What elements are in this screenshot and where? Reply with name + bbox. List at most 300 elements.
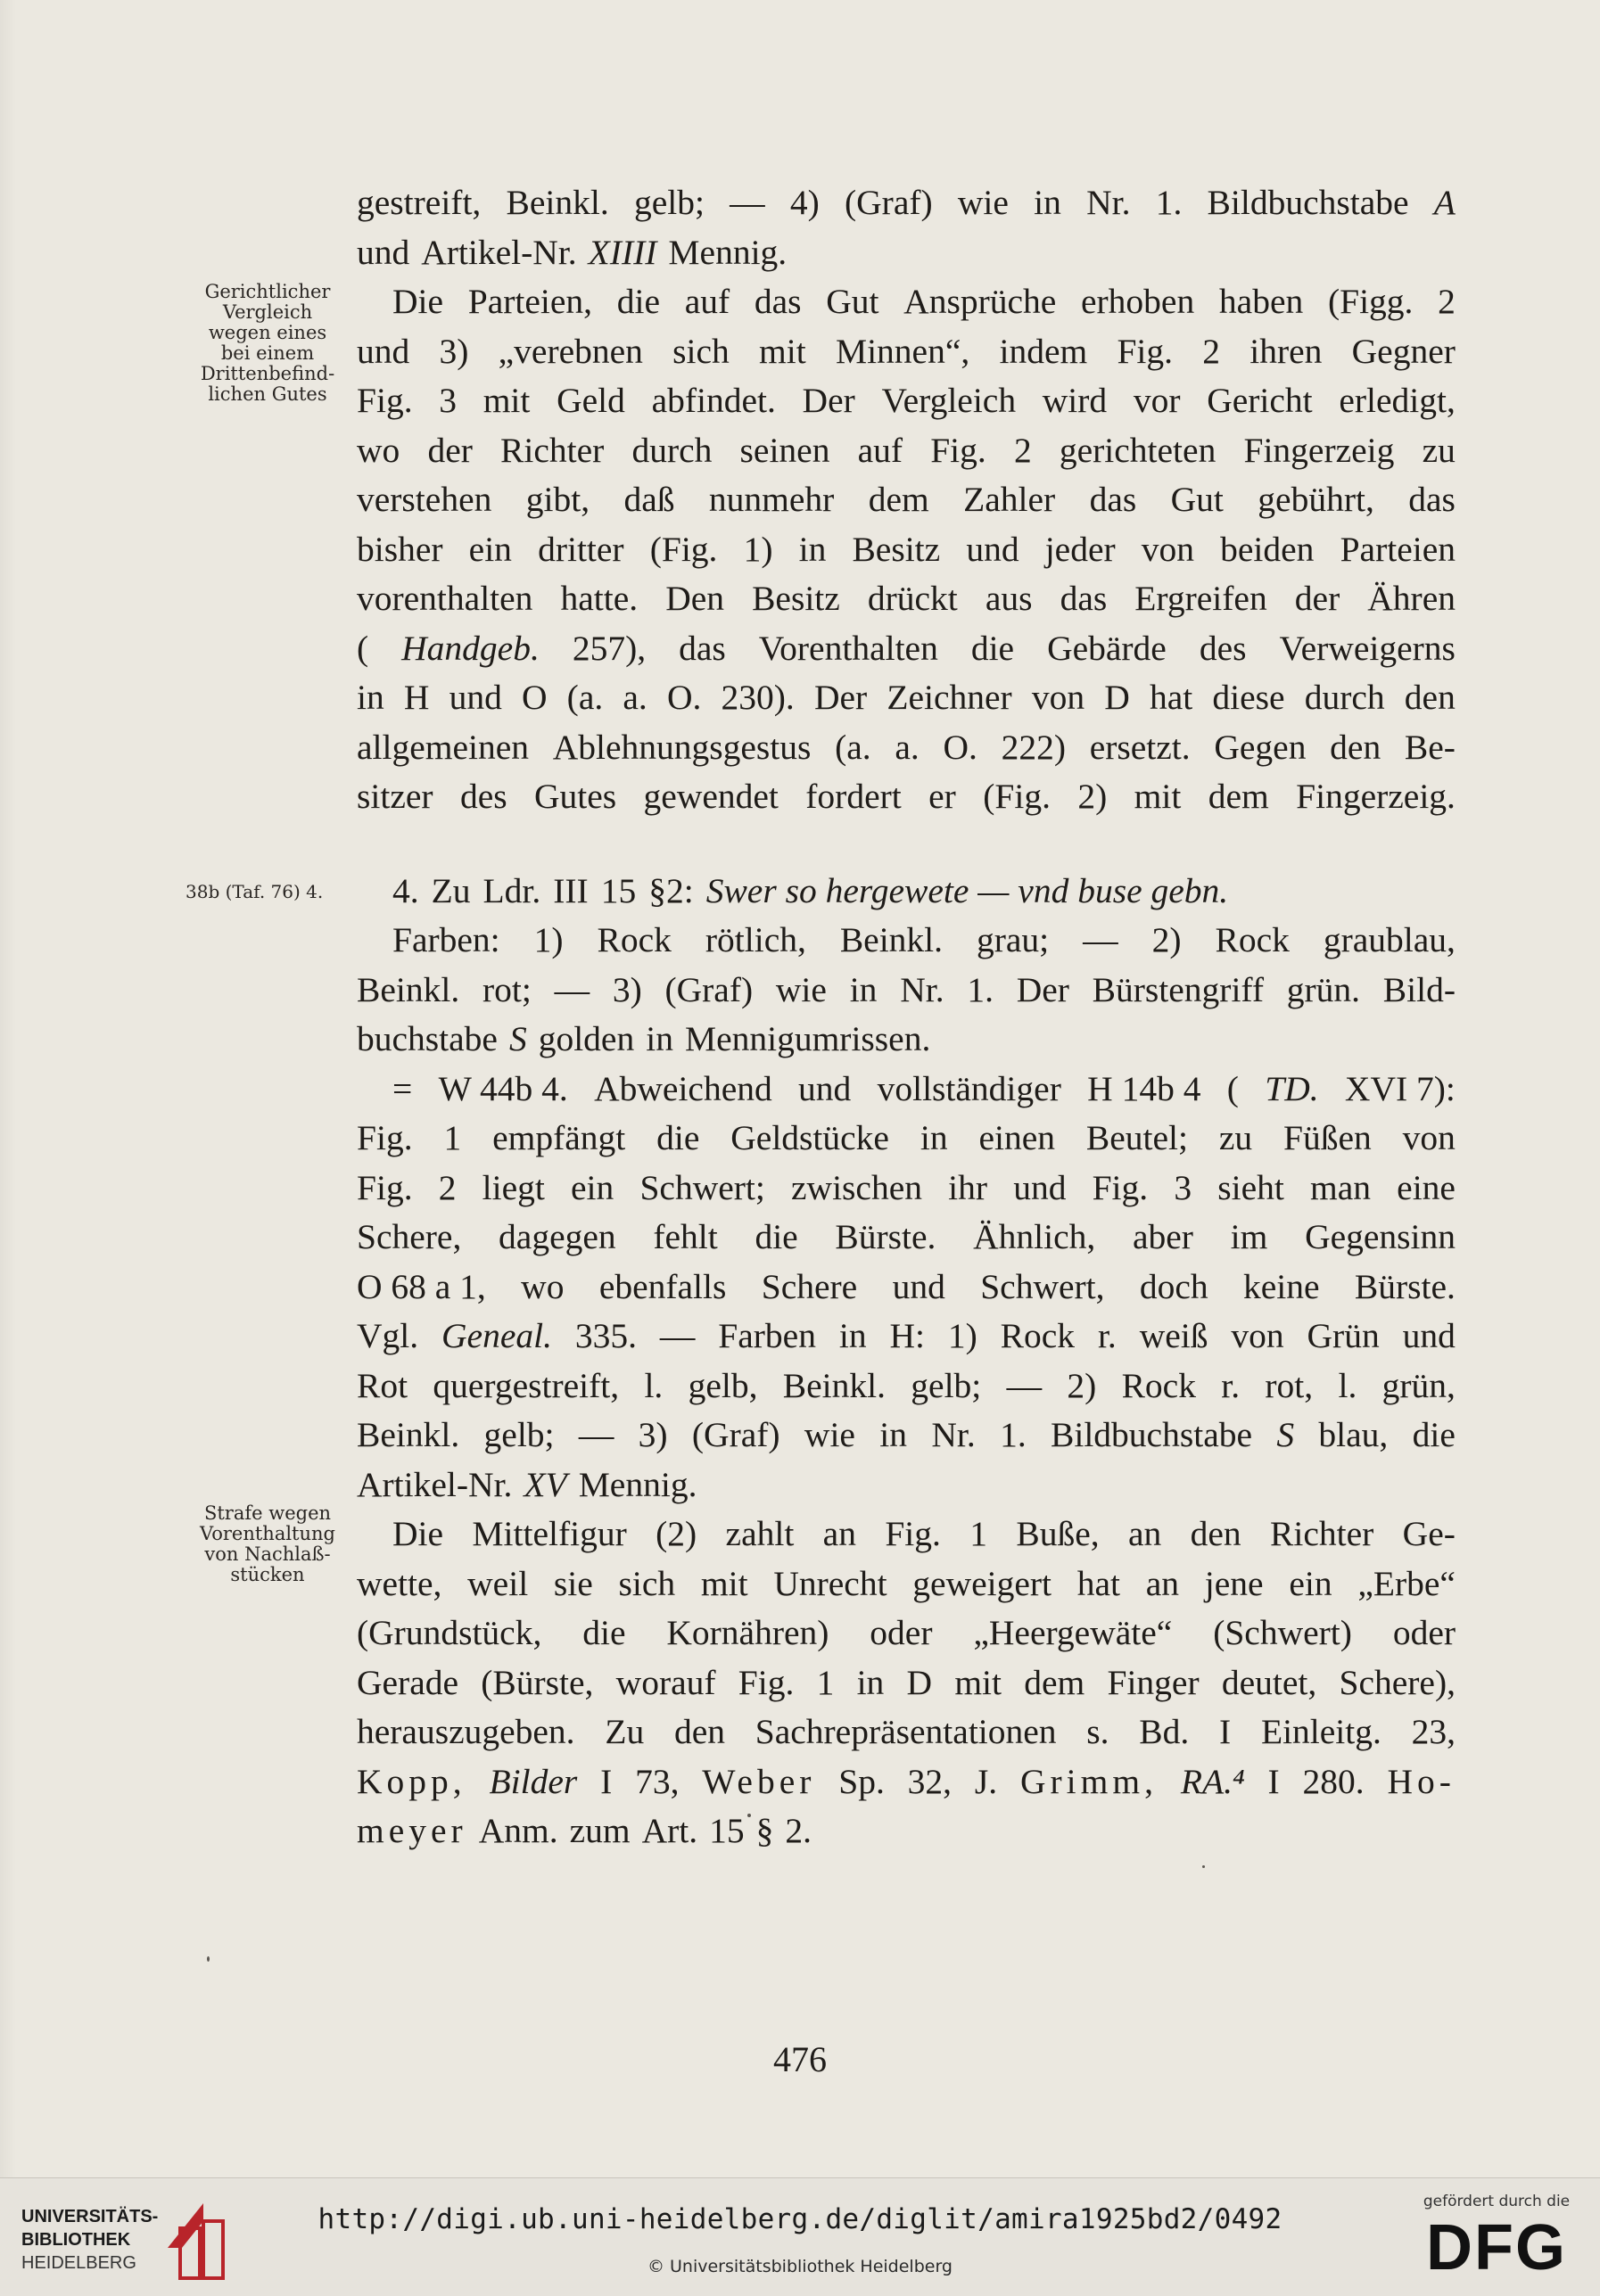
word: O 68 a 1,	[357, 1266, 486, 1306]
word: den	[1330, 727, 1381, 767]
word: der	[1294, 579, 1340, 618]
word: Bürstengriff	[1092, 969, 1265, 1009]
text-line	[357, 574, 1456, 624]
word: dem	[1024, 1662, 1085, 1702]
word: Bildbuchstabe	[1207, 183, 1409, 222]
word: an	[1145, 1563, 1180, 1603]
text-line	[357, 1411, 1456, 1461]
word: von	[1402, 1118, 1456, 1157]
text-line	[357, 228, 1456, 278]
word: herauszugeben.	[357, 1712, 575, 1751]
word: Mennigumrissen.	[684, 1019, 931, 1058]
word: mit	[954, 1662, 1002, 1702]
word: mit	[700, 1563, 748, 1603]
word: Ho-	[1387, 1761, 1456, 1801]
word: RA.⁴	[1180, 1761, 1245, 1801]
word: gerichteten	[1059, 430, 1216, 470]
word: gewendet	[643, 777, 779, 816]
text-line	[357, 723, 1456, 773]
word: und	[892, 1266, 945, 1306]
word: Die	[392, 1514, 444, 1553]
text-line	[357, 624, 1456, 674]
word: Beinkl.	[782, 1365, 886, 1405]
word: Ansprüche	[903, 282, 1057, 321]
text-line	[357, 1757, 1456, 1807]
word: Einleitg.	[1260, 1712, 1381, 1751]
word: Fig.	[1117, 331, 1174, 371]
word: Vorenthalten	[758, 628, 938, 668]
word: mit	[759, 331, 806, 371]
word: gestreift,	[357, 183, 482, 222]
word: Bild-	[1382, 969, 1456, 1009]
word: 2.	[785, 1811, 812, 1850]
word: verstehen	[357, 480, 492, 519]
text-line	[357, 966, 1456, 1016]
word: r.	[1097, 1316, 1117, 1355]
word: XV	[524, 1464, 567, 1504]
word: hatte.	[560, 579, 639, 618]
word: von	[1141, 529, 1195, 569]
word: jeder	[1044, 529, 1116, 569]
word: rot,	[1265, 1365, 1314, 1405]
word: und	[1402, 1316, 1456, 1355]
word: 3	[1174, 1167, 1192, 1207]
word: vor	[1133, 381, 1181, 420]
word: Der	[813, 678, 868, 717]
word: Ge-	[1402, 1514, 1456, 1553]
word: zu	[1422, 430, 1456, 470]
word: Der	[802, 381, 855, 420]
word: Be-	[1404, 727, 1456, 767]
word: 2)	[1077, 777, 1108, 816]
word: Parteien	[1340, 529, 1456, 569]
text-line	[357, 1263, 1456, 1313]
word: den	[1404, 678, 1456, 717]
word: TD.	[1265, 1068, 1319, 1108]
word: —	[578, 1415, 614, 1454]
word: Geneal.	[441, 1316, 552, 1355]
word: Grimm,	[1019, 1761, 1158, 1801]
word: 335.	[574, 1316, 637, 1355]
library-logo-line: UNIVERSITÄTS-	[21, 2207, 159, 2226]
word: 230).	[721, 678, 795, 717]
word: wo	[521, 1266, 565, 1306]
word: Handgeb.	[401, 628, 540, 668]
word: Richter	[500, 430, 605, 470]
margin-note-line: Strafe wegen	[203, 1502, 332, 1524]
word: Gutes	[533, 777, 617, 816]
word: Gegen	[1214, 727, 1307, 767]
word: Beinkl.	[357, 969, 460, 1009]
word: und	[1013, 1167, 1067, 1207]
word: S	[1276, 1415, 1295, 1454]
word: Nr.	[1086, 183, 1131, 222]
text-line	[357, 277, 1456, 327]
word: Mennig.	[578, 1464, 697, 1504]
word: das	[1060, 579, 1108, 618]
word: oder	[870, 1613, 933, 1652]
word: H	[403, 678, 430, 717]
word: l.	[1338, 1365, 1357, 1405]
word: Ähnlich,	[973, 1217, 1096, 1256]
word: rot;	[482, 969, 532, 1009]
word: Fingerzeig	[1243, 430, 1395, 470]
word: empfängt	[492, 1118, 626, 1157]
word: 2	[1438, 282, 1456, 321]
word: —	[659, 1316, 696, 1355]
word: 1)	[533, 920, 564, 959]
word: 2	[438, 1167, 457, 1207]
margin-note-line: wegen eines	[208, 322, 327, 343]
word: 32,	[907, 1761, 953, 1801]
word: die	[656, 1118, 700, 1157]
text-line	[357, 525, 1456, 575]
word: sieht	[1217, 1167, 1284, 1207]
word: mit	[482, 381, 531, 420]
word: —	[554, 969, 590, 1009]
word: das	[754, 282, 802, 321]
word: (Bürste,	[481, 1662, 594, 1702]
word: Ergreifen	[1134, 579, 1267, 618]
word: dritter	[538, 529, 624, 569]
word: bisher	[357, 529, 443, 569]
word: Finger	[1107, 1662, 1200, 1702]
margin-note-line: Vorenthaltung	[199, 1523, 335, 1544]
word: Besitz	[752, 579, 840, 618]
word: 73,	[635, 1761, 680, 1801]
word: geweigert	[912, 1563, 1052, 1603]
word: Bürste.	[835, 1217, 936, 1256]
text-line	[357, 1510, 1456, 1559]
word: gelb;	[633, 183, 705, 222]
word: ebenfalls	[598, 1266, 727, 1306]
word: Bd.	[1139, 1712, 1190, 1751]
word: Parteien,	[467, 282, 593, 321]
text-line	[357, 1806, 1456, 1856]
word: Artikel-Nr.	[357, 1464, 513, 1504]
word: die	[582, 1613, 626, 1652]
word: dem	[868, 480, 929, 519]
word: jene	[1204, 1563, 1264, 1603]
viewer-footer	[0, 2177, 1600, 2296]
word: quergestreift,	[433, 1365, 620, 1405]
word: Sp.	[838, 1761, 885, 1801]
word: diese	[1212, 678, 1285, 717]
word: die	[970, 628, 1015, 668]
margin-note-line: Gerichtlicher	[204, 281, 331, 302]
word: Farben:	[392, 920, 500, 959]
word: 1	[443, 1118, 462, 1157]
word: „Erbe“	[1357, 1563, 1456, 1603]
word: a.	[895, 727, 920, 767]
word: Schere	[761, 1266, 858, 1306]
word: in	[357, 678, 384, 717]
text-line	[357, 1114, 1456, 1164]
word: Minnen“,	[835, 331, 970, 371]
word: Gebärde	[1047, 628, 1167, 668]
word: Beinkl.	[357, 1415, 460, 1454]
word: (Graf)	[664, 969, 754, 1009]
word: wie	[804, 1415, 855, 1454]
word: 15	[709, 1811, 745, 1850]
word: deutet,	[1221, 1662, 1317, 1702]
word: 3)	[638, 1415, 668, 1454]
word: buchstabe	[357, 1019, 498, 1058]
word: wie	[775, 969, 827, 1009]
word: abfindet.	[651, 381, 776, 420]
word: Gericht	[1207, 381, 1313, 420]
word: Rock	[1215, 920, 1290, 959]
word: Fig.	[738, 1662, 795, 1702]
library-logo-line: HEIDELBERG	[21, 2253, 136, 2273]
word: golden	[538, 1019, 635, 1058]
word: er	[928, 777, 956, 816]
word: wie	[957, 183, 1009, 222]
word: Nr.	[931, 1415, 976, 1454]
word: O.	[666, 678, 702, 717]
word: indem	[999, 331, 1088, 371]
word: erledigt,	[1339, 381, 1456, 420]
word: O.	[943, 727, 977, 767]
word: (a.	[835, 727, 871, 767]
word: sie	[553, 1563, 593, 1603]
word: Gut	[826, 282, 879, 321]
word: wette,	[357, 1563, 442, 1603]
word: von	[1231, 1316, 1284, 1355]
word: a.	[623, 678, 647, 717]
word: Abweichend	[594, 1068, 772, 1108]
word: ein	[468, 529, 512, 569]
word: Beinkl.	[839, 920, 944, 959]
word: Nr.	[900, 969, 944, 1009]
paper-speck	[207, 1956, 210, 1962]
word: in	[849, 969, 878, 1009]
word: drückt	[867, 579, 958, 618]
word: Weber	[702, 1761, 816, 1801]
word: die	[755, 1217, 798, 1256]
word: I	[1219, 1712, 1232, 1751]
word: gebührt,	[1258, 480, 1374, 519]
dfg-sponsor[interactable]	[1407, 2193, 1586, 2291]
word: ihr	[948, 1167, 988, 1207]
word: das	[1089, 480, 1137, 519]
word: XVI 7):	[1344, 1068, 1456, 1108]
word: Der	[1016, 969, 1069, 1009]
word: XIIII	[588, 232, 657, 272]
word: Ldr.	[482, 870, 541, 910]
word: Sachrepräsentationen	[755, 1712, 1057, 1751]
word: und	[966, 529, 1019, 569]
word: gelb;	[483, 1415, 555, 1454]
word: S	[508, 1019, 527, 1058]
word: 2	[1013, 430, 1032, 470]
margin-note-vergleich	[186, 282, 350, 405]
word: 1	[816, 1662, 835, 1702]
word: r.	[1221, 1365, 1241, 1405]
word: Beutel;	[1085, 1118, 1188, 1157]
word: blau,	[1318, 1415, 1389, 1454]
word: meyer	[357, 1811, 467, 1850]
word: grau;	[977, 920, 1050, 959]
word: (2)	[656, 1514, 697, 1553]
word: W 44b 4.	[438, 1068, 568, 1108]
word: 1.	[1155, 183, 1183, 222]
word: wo	[357, 430, 400, 470]
word: Bilder	[489, 1761, 578, 1801]
paragraph-gap	[357, 822, 1456, 867]
word: aus	[985, 579, 1033, 618]
word: das	[679, 628, 726, 668]
word: graublau,	[1323, 920, 1456, 959]
word: Verweigerns	[1279, 628, 1456, 668]
word: dem	[1208, 777, 1269, 816]
word: 2)	[1067, 1365, 1097, 1405]
word: „verebnen	[498, 331, 643, 371]
word: (a.	[566, 678, 604, 717]
word: in	[856, 1662, 885, 1702]
word: in	[879, 1415, 908, 1454]
word: 1.	[967, 969, 994, 1009]
word: 4)	[789, 183, 820, 222]
margin-note-line: Drittenbefind-	[200, 363, 335, 384]
dfg-logo: DFG	[1426, 2212, 1567, 2284]
word: den	[673, 1712, 725, 1751]
word: Grün	[1307, 1316, 1380, 1355]
word: keine	[1243, 1266, 1320, 1306]
word: Swer so hergewete — vnd buse gebn.	[705, 870, 1229, 910]
margin-note-line: lichen Gutes	[208, 383, 327, 405]
word: Füßen	[1283, 1118, 1372, 1157]
word: nunmehr	[708, 480, 835, 519]
word: I	[1267, 1761, 1280, 1801]
word: 4.	[392, 870, 419, 910]
word: hat	[1149, 678, 1193, 717]
word: weiß	[1139, 1316, 1208, 1355]
word: weil	[467, 1563, 529, 1603]
word: doch	[1139, 1266, 1208, 1306]
word: oder	[1392, 1613, 1456, 1652]
word: eine	[1397, 1167, 1456, 1207]
word: in	[838, 1316, 867, 1355]
text-line	[357, 1065, 1456, 1115]
word: 15	[600, 870, 637, 910]
word: Rot	[357, 1365, 408, 1405]
word: Bildbuchstabe	[1051, 1415, 1253, 1454]
word: ersetzt.	[1089, 727, 1191, 767]
permalink-url[interactable]: http://digi.ub.uni-heidelberg.de/diglit/amira1925bd2/0492	[318, 2203, 1282, 2235]
word: Fig.	[357, 381, 413, 420]
word: gelb,	[688, 1365, 758, 1405]
word: vollständiger	[877, 1068, 1061, 1108]
word: und	[357, 232, 410, 272]
word: ein	[571, 1167, 614, 1207]
text-line	[357, 1015, 1456, 1065]
word: (Figg.	[1327, 282, 1414, 321]
word: s.	[1086, 1712, 1109, 1751]
word: gibt,	[525, 480, 590, 519]
word: 280.	[1302, 1761, 1365, 1801]
word: Rock	[597, 920, 672, 959]
word: 1)	[947, 1316, 977, 1355]
word: Vergleich	[881, 381, 1017, 420]
word: Rock	[1121, 1365, 1196, 1405]
library-logo-line: BIBLIOTHEK	[21, 2230, 131, 2250]
word: Schere,	[357, 1217, 462, 1256]
word: Mennig.	[668, 232, 788, 272]
word: grün.	[1286, 969, 1361, 1009]
word: 222)	[1001, 727, 1066, 767]
word: seinen	[739, 430, 830, 470]
word: 1	[969, 1514, 987, 1553]
word: wird	[1042, 381, 1108, 420]
word: Schwert,	[980, 1266, 1105, 1306]
word: Farben	[718, 1316, 816, 1355]
text-line	[357, 1164, 1456, 1214]
word: Zahler	[963, 480, 1056, 519]
body-text	[357, 178, 1456, 1856]
text-line	[357, 867, 1456, 917]
word: mit	[1134, 777, 1182, 816]
word: (Graf)	[691, 1415, 780, 1454]
margin-note-strafe	[186, 1503, 350, 1585]
figure-reference-note: 38b (Taf. 76) 4.	[186, 881, 324, 902]
word: in	[646, 1019, 673, 1058]
word: allgemeinen	[357, 727, 530, 767]
margin-note-line: von Nachlaß-	[204, 1543, 331, 1565]
word: man	[1310, 1167, 1372, 1207]
word: erhoben	[1081, 282, 1195, 321]
word: Gegner	[1351, 331, 1456, 371]
word: in	[920, 1118, 948, 1157]
word: Beinkl.	[506, 183, 609, 222]
paper-speck	[1202, 1865, 1205, 1868]
word: Geldstücke	[730, 1118, 889, 1157]
word: Gerade	[357, 1662, 459, 1702]
text-line	[357, 475, 1456, 525]
word: l.	[644, 1365, 664, 1405]
text-line	[357, 178, 1456, 228]
word: des	[1199, 628, 1247, 668]
word: =	[392, 1068, 413, 1108]
word: Vgl.	[357, 1316, 419, 1355]
word: Anm.	[478, 1811, 558, 1850]
word: auf	[857, 430, 903, 470]
word: Zeichner	[887, 678, 1012, 717]
text-line	[357, 327, 1456, 377]
word: im	[1230, 1217, 1268, 1256]
word: Geld	[557, 381, 625, 420]
word: von	[1031, 678, 1085, 717]
word: Artikel-Nr.	[421, 232, 577, 272]
word: in	[798, 529, 827, 569]
word: beiden	[1220, 529, 1315, 569]
word: durch	[1304, 678, 1385, 717]
word: 23,	[1411, 1712, 1456, 1751]
word: —	[1006, 1365, 1043, 1405]
word: aber	[1132, 1217, 1193, 1256]
word: Fig.	[1092, 1167, 1149, 1207]
word: Schere),	[1339, 1662, 1456, 1702]
page-number: 476	[773, 2039, 827, 2079]
text-line	[357, 1362, 1456, 1411]
margin-note-line: bei einem	[220, 342, 315, 364]
word: §2:	[648, 870, 694, 910]
word: —	[730, 183, 765, 222]
word: Besitz	[852, 529, 941, 569]
word: rötlich,	[705, 920, 806, 959]
word: 3	[439, 381, 458, 420]
word: (Graf)	[844, 183, 933, 222]
